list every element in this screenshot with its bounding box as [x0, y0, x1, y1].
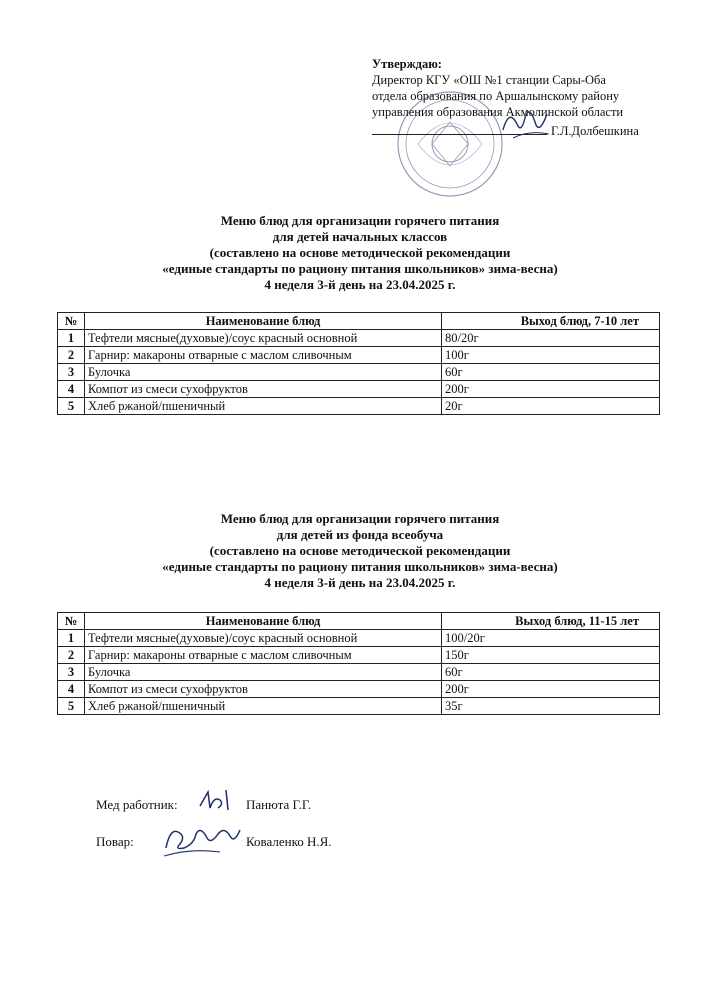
row-number: 4: [58, 381, 85, 398]
menu2-title-line: для детей из фонда всеобуча: [276, 527, 444, 542]
header-output: Выход блюд, 7-10 лет: [442, 313, 660, 330]
medic-role: Мед работник:: [96, 797, 178, 812]
dish-output: 60г: [442, 364, 660, 381]
cook-role: Повар:: [96, 834, 134, 849]
cook-signature-icon: [160, 818, 244, 862]
approval-line: управления образования Акмолинской области: [372, 105, 624, 119]
header-number: №: [58, 313, 85, 330]
menu1-title-line: (составлено на основе методической рекомендации: [209, 245, 511, 260]
approval-heading: Утверждаю:: [372, 57, 442, 71]
dish-name: Хлеб ржаной/пшеничный: [85, 398, 442, 415]
row-number: 1: [58, 330, 85, 347]
dish-output: 100г: [442, 347, 660, 364]
table-row: [58, 681, 660, 698]
dish-name: Тефтели мясные(духовые)/соус красный основной: [85, 630, 442, 647]
row-number: 2: [58, 347, 85, 364]
dish-name: Тефтели мясные(духовые)/соус красный основной: [85, 330, 442, 347]
dish-name: Гарнир: макароны отварные с маслом сливочным: [85, 647, 442, 664]
cook-name: Коваленко Н.Я.: [246, 834, 332, 849]
menu1-title-line: Меню блюд для организации горячего питания: [220, 213, 500, 228]
header-dish-name: Наименование блюд: [85, 613, 442, 630]
table-row: [58, 664, 660, 681]
dish-output: 35г: [442, 698, 660, 715]
dish-output: 80/20г: [442, 330, 660, 347]
dish-name: Булочка: [85, 664, 442, 681]
dish-name: Хлеб ржаной/пшеничный: [85, 698, 442, 715]
row-number: 1: [58, 630, 85, 647]
row-number: 5: [58, 398, 85, 415]
table-row: [58, 364, 660, 381]
menu2-title-line: «единые стандарты по рациону питания школьников» зима-весна): [162, 559, 558, 574]
dish-name: Булочка: [85, 364, 442, 381]
row-number: 3: [58, 664, 85, 681]
menu2-table: [57, 612, 660, 715]
row-number: 5: [58, 698, 85, 715]
menu1-title-line: для детей начальных классов: [272, 229, 448, 244]
table-row: [58, 698, 660, 715]
approval-line: отдела образования по Аршалынскому району: [372, 89, 620, 103]
row-number: 4: [58, 681, 85, 698]
header-number: №: [58, 613, 85, 630]
header-output: Выход блюд, 11-15 лет: [442, 613, 660, 630]
director-signature-icon: [495, 100, 555, 145]
menu1-title-line: 4 неделя 3-й день на 23.04.2025 г.: [264, 277, 456, 292]
table-row: [58, 398, 660, 415]
table-row: [58, 647, 660, 664]
row-number: 2: [58, 647, 85, 664]
dish-name: Компот из смеси сухофруктов: [85, 381, 442, 398]
menu2-title-line: Меню блюд для организации горячего питания: [220, 511, 500, 526]
table-row: [58, 330, 660, 347]
cook-signature-row: [96, 834, 332, 850]
table-header-row: [58, 313, 660, 330]
dish-output: 200г: [442, 381, 660, 398]
table-row: [58, 347, 660, 364]
dish-output: 200г: [442, 681, 660, 698]
dish-output: 20г: [442, 398, 660, 415]
menu1-table: [57, 312, 660, 415]
dish-name: Гарнир: макароны отварные с маслом сливочным: [85, 347, 442, 364]
table-header-row: [58, 613, 660, 630]
menu2-title-line: 4 неделя 3-й день на 23.04.2025 г.: [264, 575, 456, 590]
menu2-title-line: (составлено на основе методической рекомендации: [209, 543, 511, 558]
menu1-title: [60, 213, 660, 293]
dish-name: Компот из смеси сухофруктов: [85, 681, 442, 698]
dish-output: 150г: [442, 647, 660, 664]
dish-output: 60г: [442, 664, 660, 681]
menu1-title-line: «единые стандарты по рациону питания школьников» зима-весна): [162, 261, 558, 276]
medic-name: Панюта Г.Г.: [246, 797, 312, 812]
menu2-title: [60, 511, 660, 591]
table-row: [58, 630, 660, 647]
header-dish-name: Наименование блюд: [85, 313, 442, 330]
row-number: 3: [58, 364, 85, 381]
medic-signature-icon: [196, 786, 238, 816]
director-name: Г.Л.Долбешкина: [551, 124, 639, 138]
table-row: [58, 381, 660, 398]
dish-output: 100/20г: [442, 630, 660, 647]
approval-line: Директор КГУ «ОШ №1 станции Сары-Оба: [372, 73, 606, 87]
medic-signature-row: [96, 797, 312, 813]
